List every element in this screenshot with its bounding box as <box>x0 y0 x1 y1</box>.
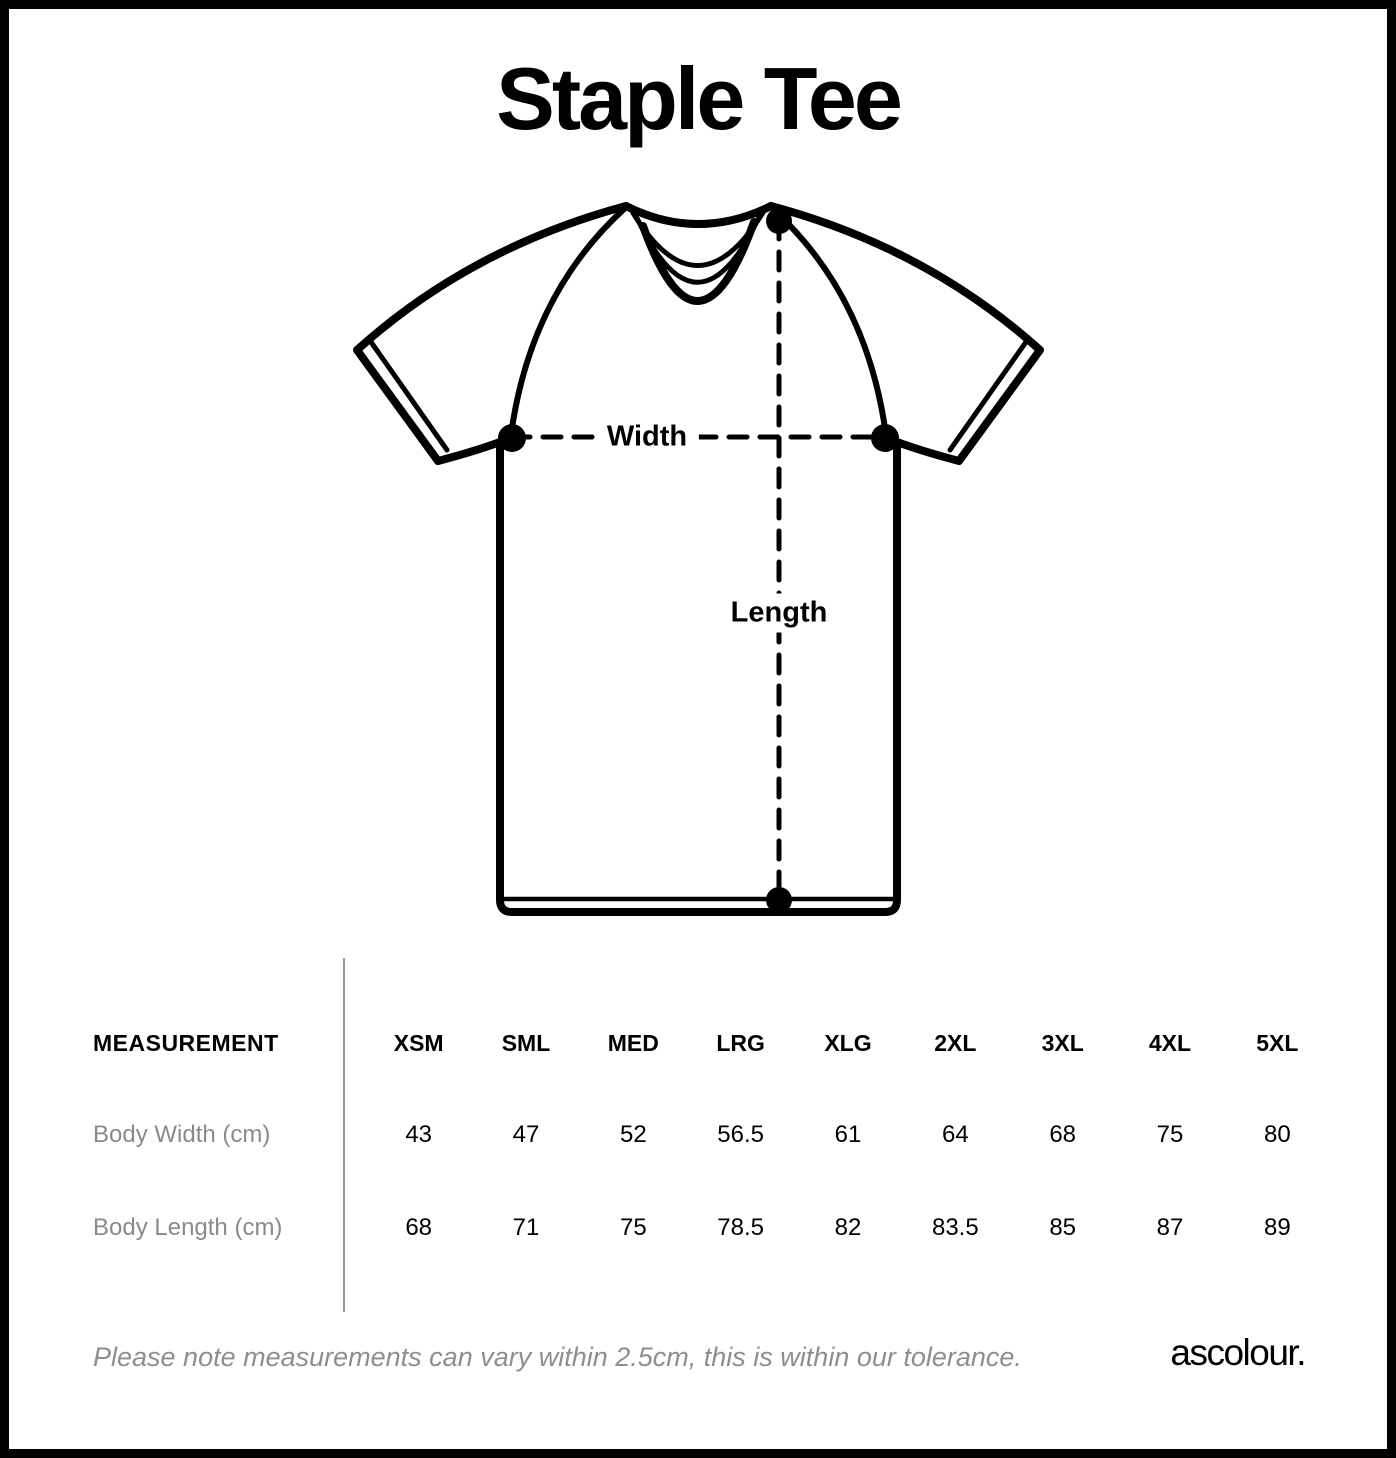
tolerance-note: Please note measurements can vary within 2.5cm, this is within our tolerance. <box>93 1342 1022 1372</box>
tee-left-sleeve <box>357 206 626 461</box>
cell-value: 56.5 <box>717 1121 765 1148</box>
cell-value: 89 <box>1263 1214 1291 1241</box>
cell-value: 64 <box>941 1121 969 1148</box>
row-label: Body Width (cm) <box>93 1121 271 1148</box>
table-row <box>0 1205 1396 1251</box>
measure-dot-hem <box>766 887 792 913</box>
cell-value: 82 <box>834 1214 862 1241</box>
page-title: Staple Tee <box>496 49 900 148</box>
tee-right-sleeve <box>771 206 1040 461</box>
size-column-header: MED <box>607 1029 659 1056</box>
cell-value: 83.5 <box>931 1214 979 1241</box>
cell-value: 43 <box>405 1121 433 1148</box>
cell-value: 75 <box>619 1214 647 1241</box>
measure-dot-shoulder <box>766 208 792 234</box>
row-values <box>365 1205 1331 1251</box>
row-values <box>365 1112 1331 1158</box>
cell-value: 68 <box>405 1214 433 1241</box>
size-column-header: LRG <box>716 1029 765 1056</box>
size-column-header: 3XL <box>1041 1029 1084 1056</box>
cell-value: 87 <box>1156 1214 1184 1241</box>
size-column-header: SML <box>501 1029 551 1056</box>
size-column-header: 2XL <box>934 1029 977 1056</box>
cell-value: 85 <box>1049 1214 1077 1241</box>
size-column-header: 5XL <box>1256 1029 1299 1056</box>
size-header-grid <box>365 1020 1331 1066</box>
length-label: Length <box>719 594 840 633</box>
measure-dot-left-underarm <box>498 424 526 452</box>
tee-neck-opening <box>643 222 754 301</box>
cell-value: 68 <box>1049 1121 1077 1148</box>
row-label: Body Length (cm) <box>93 1214 283 1241</box>
cell-value: 61 <box>834 1121 862 1148</box>
brand-logo: ascolour. <box>1170 1332 1305 1373</box>
cell-value: 78.5 <box>717 1214 765 1241</box>
cell-value: 75 <box>1156 1121 1184 1148</box>
cell-value: 52 <box>619 1121 647 1148</box>
measure-dot-right-underarm <box>871 424 899 452</box>
size-column-header: XSM <box>393 1029 444 1056</box>
table-header-row <box>0 1020 1396 1066</box>
cell-value: 80 <box>1263 1121 1291 1148</box>
cell-value: 71 <box>512 1214 540 1241</box>
measurement-header: MEASUREMENT <box>93 1029 279 1056</box>
cell-value: 47 <box>512 1121 540 1148</box>
tee-body-outline <box>500 436 897 912</box>
tee-collar-top-edge <box>626 206 771 224</box>
width-label: Width <box>595 418 699 457</box>
size-column-header: XLG <box>824 1029 872 1056</box>
size-column-header: 4XL <box>1148 1029 1192 1056</box>
table-row <box>0 1112 1396 1158</box>
